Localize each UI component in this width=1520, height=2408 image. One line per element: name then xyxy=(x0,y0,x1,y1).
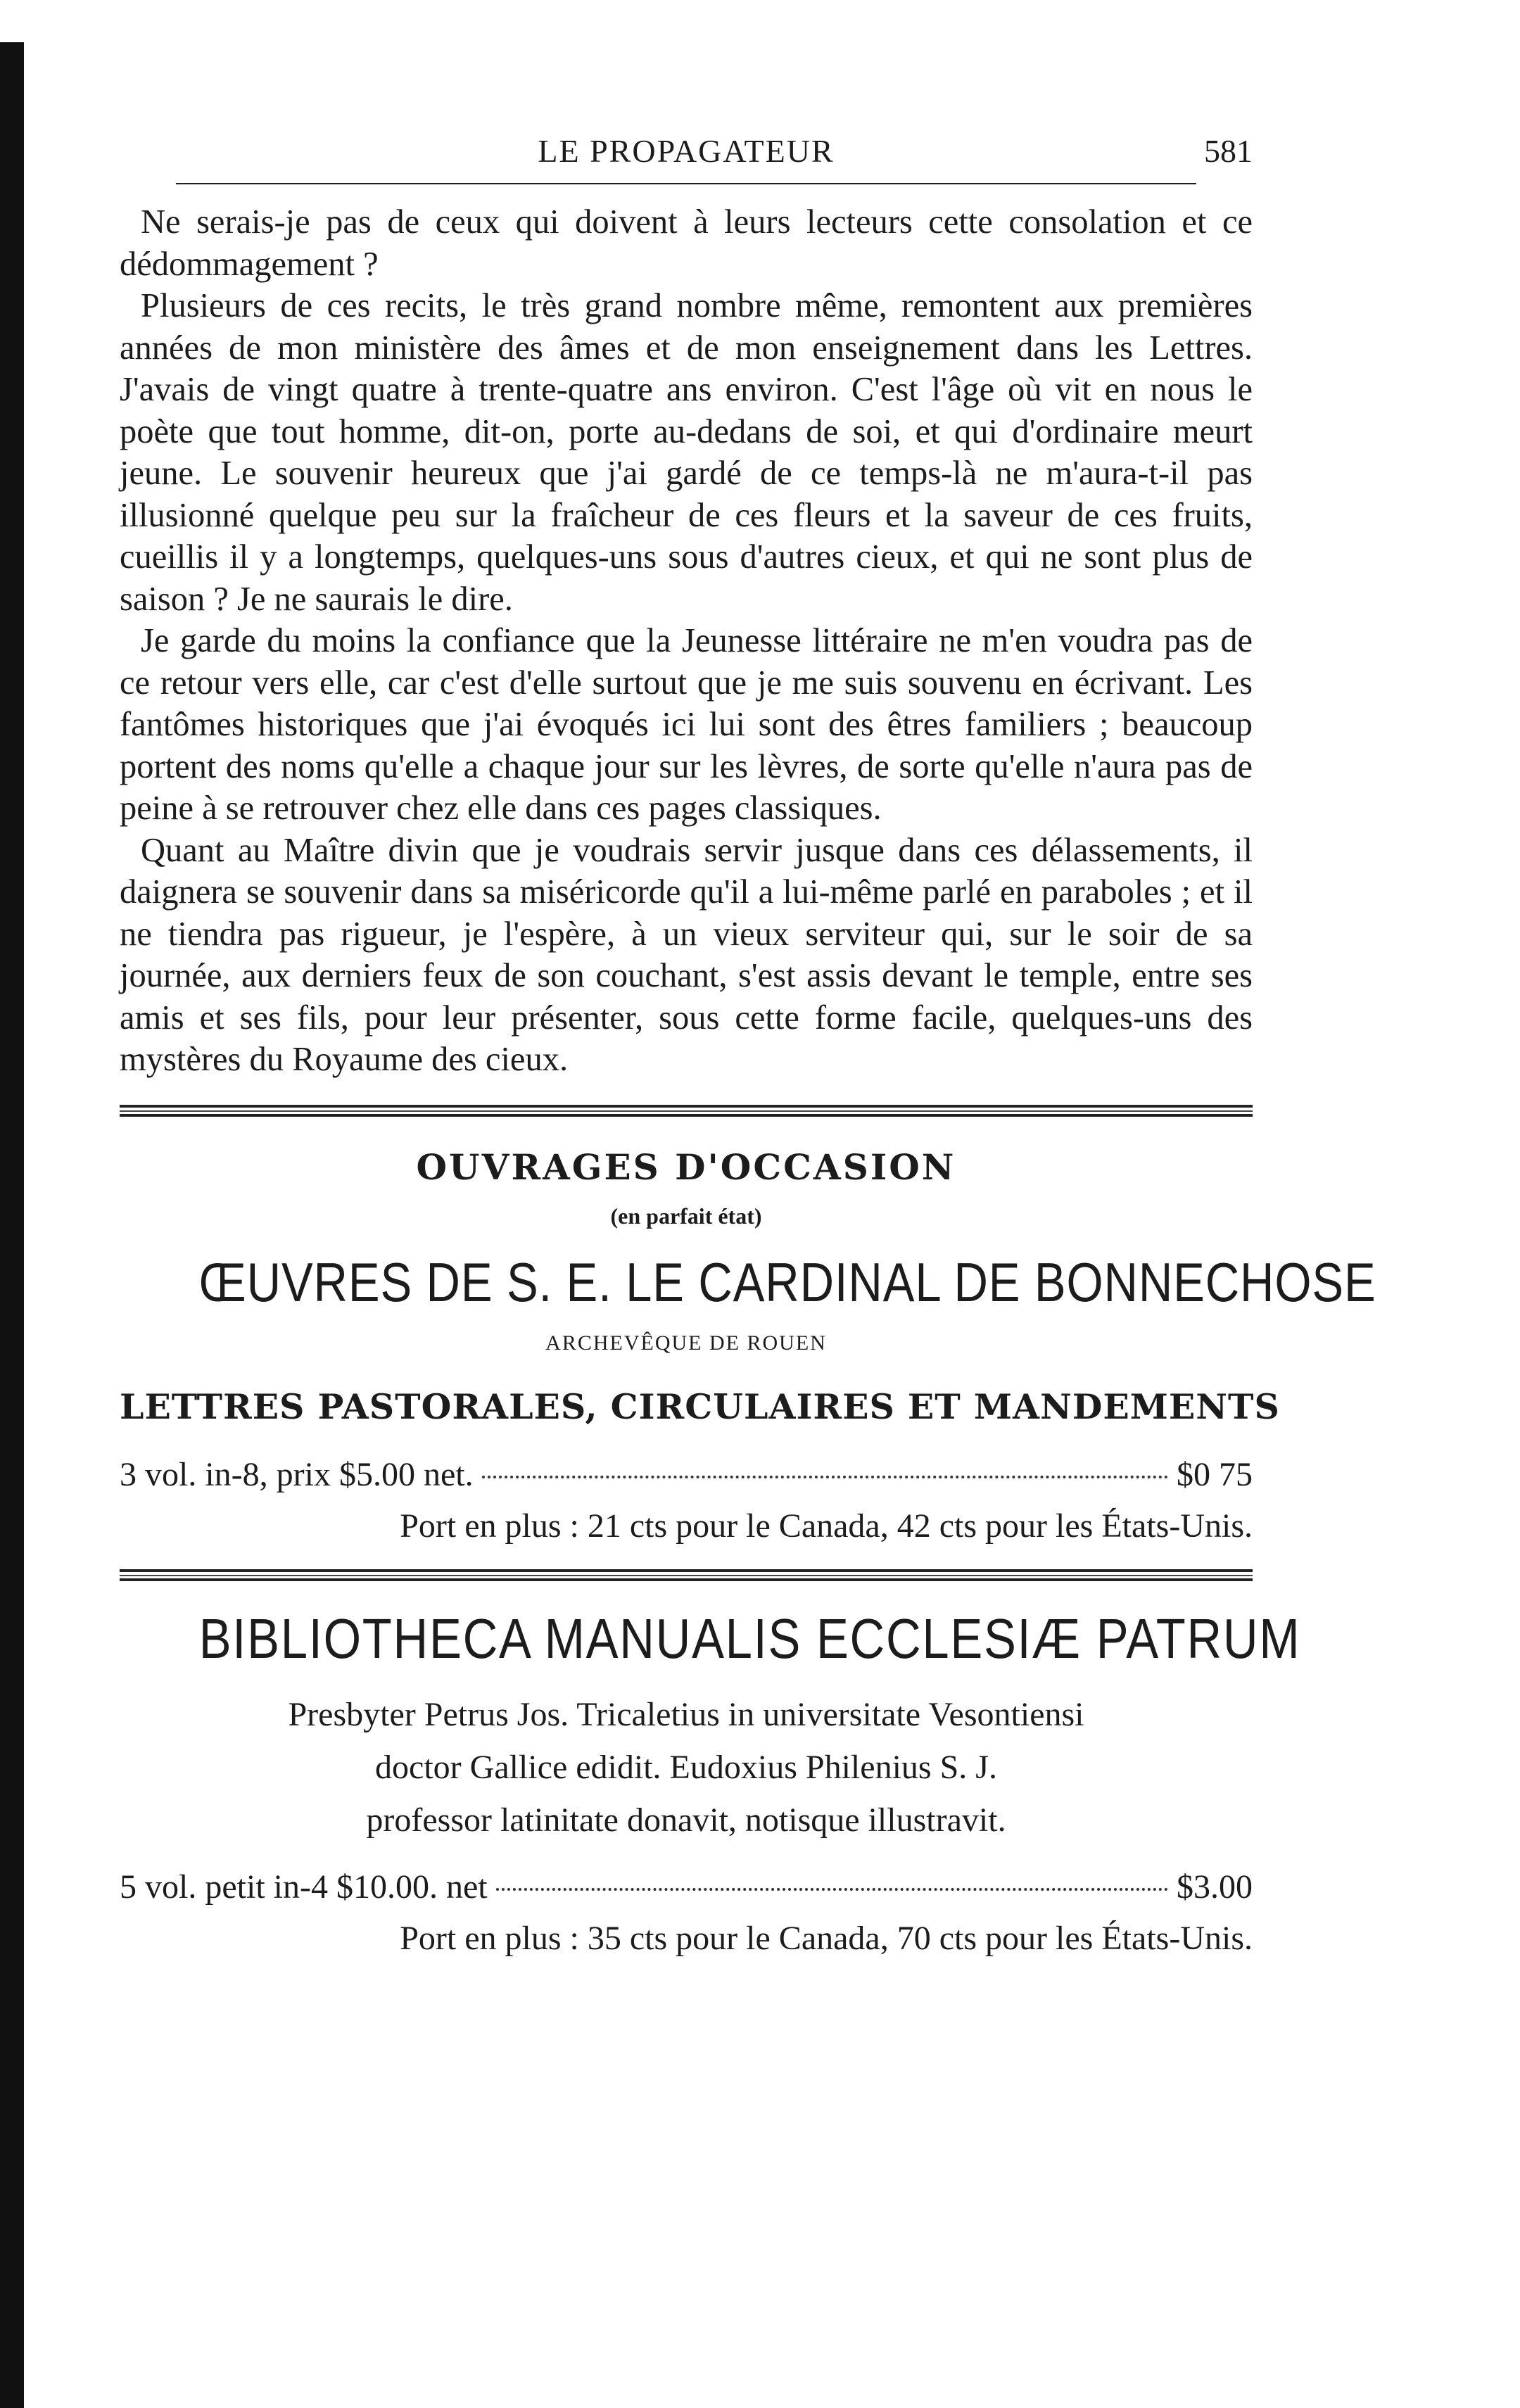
section-divider xyxy=(120,1105,1253,1117)
leader-dots xyxy=(496,1888,1168,1891)
advertisement-bonnechose xyxy=(120,1146,1376,1545)
paragraph: Ne serais-je pas de ceux qui doivent à leurs lecteurs cette consolation et ce dédommagement ? xyxy=(120,203,1253,283)
description-line: Presbyter Petrus Jos. Tricaletius in universitate Vesontiensi xyxy=(288,1695,1084,1733)
page-number: 581 xyxy=(1204,133,1253,169)
price-description: 3 vol. in-8, prix $5.00 net. xyxy=(120,1455,474,1493)
binding-edge xyxy=(0,42,24,2408)
price-value: $0 75 xyxy=(1177,1455,1253,1493)
page xyxy=(120,120,1376,1958)
ad-subheading: (en parfait état) xyxy=(610,1203,762,1229)
price-line xyxy=(120,1868,1253,1906)
shipping-note: Port en plus : 21 cts pour le Canada, 42 cts pour les États-Unis. xyxy=(400,1507,1253,1545)
ad-title: BIBLIOTHECA MANUALIS ECCLESIÆ PATRUM xyxy=(198,1607,1301,1670)
ad-heading: OUVRAGES D'OCCASION xyxy=(416,1146,956,1188)
running-head xyxy=(120,120,1253,176)
shipping-note: Port en plus : 35 cts pour le Canada, 70 cts pour les États-Unis. xyxy=(400,1919,1253,1957)
price-description: 5 vol. petit in-4 $10.00. net xyxy=(120,1868,488,1906)
paragraph: Je garde du moins la confiance que la Jeunesse littéraire ne m'en voudra pas de ce retour vers elle, car c'est d'elle surtout que je me suis souvenu en écrivant. Les fantômes historiques que j'ai évoqués ici lui sont des êtres familiers ; beaucoup portent des noms qu'elle a chaque jour sur les lèvres, de sorte qu'elle n'aura pas de peine à se retrouver chez elle dans ces pages classiques. xyxy=(120,622,1253,827)
section-divider xyxy=(120,1569,1253,1581)
header-rule xyxy=(176,183,1196,184)
description-line: doctor Gallice edidit. Eudoxius Philenius S. J. xyxy=(375,1748,997,1786)
body-text xyxy=(120,201,1253,1081)
ad-subtitle: ARCHEVÊQUE DE ROUEN xyxy=(545,1331,827,1355)
leader-dots xyxy=(482,1476,1168,1478)
paragraph: Plusieurs de ces recits, le très grand nombre même, remontent aux premières années de mon ministère des âmes et de mon enseignement dans les Lettres. J'avais de vingt quatre à trente-quatre ans environ. C'est l'âge où vit en nous le poète que tout homme, dit-on, porte au-dedans de soi, et qui d'ordinaire meurt jeune. Le souvenir heureux que j'ai gardé de ce temps-là ne m'aura-t-il pas illusionné quelque peu sur la fraîcheur de ces fleurs et la saveur de ces fruits, cueillis il y a longtemps, quelques-uns sous d'autres cieux, et qui ne sont plus de saison ? Je ne saurais le dire. xyxy=(120,287,1253,618)
paragraph: Quant au Maître divin que je voudrais servir jusque dans ces délassements, il daignera se souvenir dans sa miséricorde qu'il a lui-même parlé en paraboles ; et il ne tiendra pas rigueur, je l'espère, à un vieux serviteur qui, sur le soir de sa journée, aux derniers feux de son couchant, s'est assis devant le temple, entre ses amis et ses fils, pour leur présenter, sous cette forme facile, quelques-uns des mystères du Royaume des cieux. xyxy=(120,831,1253,1078)
running-title: LE PROPAGATEUR xyxy=(538,133,835,169)
ad-series-title: LETTRES PASTORALES, CIRCULAIRES ET MANDEMENTS xyxy=(120,1386,1280,1427)
price-line xyxy=(120,1455,1253,1494)
advertisement-bibliotheca xyxy=(120,1607,1301,1958)
description-line: professor latinitate donavit, notisque illustravit. xyxy=(366,1801,1006,1839)
ad-title: ŒUVRES DE S. E. LE CARDINAL DE BONNECHOSE xyxy=(198,1250,1376,1313)
price-value: $3.00 xyxy=(1177,1868,1253,1906)
